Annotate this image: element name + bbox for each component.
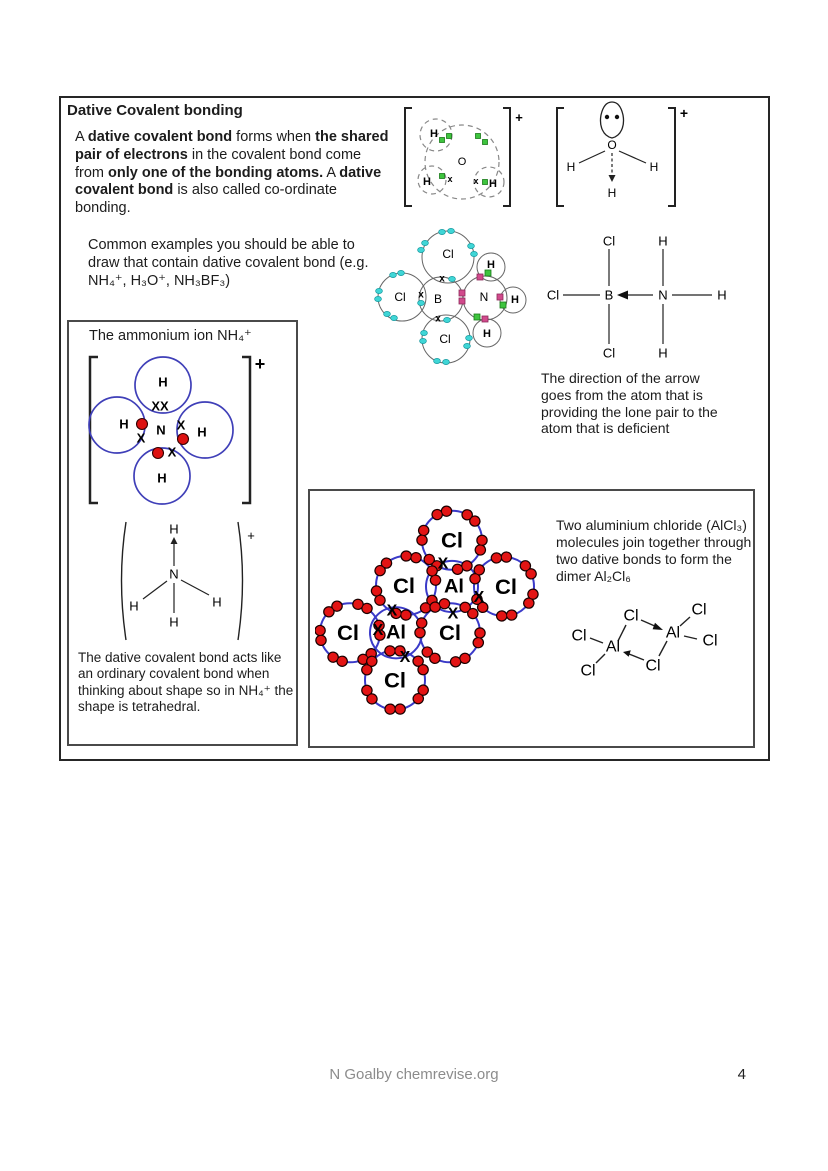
atom-label-o: O (457, 156, 467, 168)
dative-arrowhead (609, 175, 616, 182)
atom-label-h: H (423, 176, 431, 188)
electron-x-mark: x (435, 313, 441, 325)
atom-label-h: H (430, 128, 438, 140)
bracket-left (557, 108, 564, 206)
atom-label-h: H (489, 178, 497, 190)
atom-label-h: H (658, 233, 668, 249)
intro-text: A (75, 129, 88, 145)
atom-label-cl: Cl (442, 247, 454, 261)
ammonium-ion-box (67, 320, 298, 746)
atom-label-h: H (658, 345, 668, 361)
electron-x-mark: X (136, 430, 146, 446)
ammonium-caption: The dative covalent bond acts like an ordinary covalent bond when thinking about shape so in NH₄⁺ the shape is tetrahedral. (78, 650, 294, 715)
bcl3nh3-dot-cross-diagram (363, 218, 543, 376)
bond-lines (563, 249, 712, 344)
bond-lines (579, 151, 646, 175)
atom-label-n: N (658, 287, 668, 303)
bracket-right (668, 108, 675, 206)
atom-label-cl: Cl (645, 657, 661, 675)
electron-x-mark: X (176, 417, 186, 433)
svg-text:X: X (447, 605, 459, 623)
electron-x-mark: x (418, 289, 424, 301)
page-title: Dative Covalent bonding (67, 102, 243, 119)
h3o-dot-cross-diagram (398, 100, 528, 215)
atom-label-al: Al (385, 621, 407, 644)
atom-label-cl: Cl (495, 574, 517, 599)
atom-label-cl: Cl (439, 620, 461, 646)
atom-label-h: H (212, 594, 222, 610)
dative-arrowhead (623, 650, 631, 657)
dimer-description: Two aluminium chloride (AlCl₃) molecules join together through two dative bonds to form the dimer Al₂Cl₆ (556, 517, 752, 585)
al2cl6-dot-cross-diagram (315, 494, 555, 742)
atom-label-o: O (607, 138, 617, 152)
atom-label-cl: Cl (384, 667, 406, 693)
atom-label-n: N (169, 566, 179, 582)
atom-label-h: H (169, 614, 179, 630)
electron-x-mark: x (439, 273, 445, 285)
dative-arrowhead (617, 291, 628, 300)
atom-label-h: H (169, 521, 179, 537)
paren-right (238, 522, 243, 640)
page-number: 4 (737, 1066, 746, 1083)
atom-label-cl: Cl (702, 632, 718, 650)
atom-label-n: N (156, 422, 166, 438)
nh4-dot-cross-diagram (85, 350, 270, 512)
bracket-right (242, 357, 250, 503)
dative-pair-squares (459, 290, 465, 304)
al2cl6-structural-diagram (560, 598, 750, 703)
dative-pair-xx: XX (151, 398, 169, 414)
atom-label-h: H (158, 374, 168, 390)
atom-label-cl: Cl (439, 332, 451, 346)
charge-plus: + (254, 354, 266, 374)
atom-label-cl: Cl (441, 527, 463, 553)
dative-bonding-section (59, 96, 770, 761)
atom-label-b: B (433, 292, 443, 306)
atom-label-cl: Cl (546, 287, 560, 303)
atom-label-cl: Cl (602, 345, 616, 361)
atom-label-h: H (511, 294, 519, 306)
atom-label-al: Al (443, 575, 465, 598)
footer-credit: N Goalby chemrevise.org (329, 1066, 499, 1083)
dative-arrowhead (653, 623, 663, 630)
atom-label-h: H (483, 328, 491, 340)
atom-label-h: H (487, 259, 495, 271)
ammonium-box-title: The ammonium ion NH₄⁺ (89, 328, 252, 344)
electron-x-mark: x (473, 176, 479, 186)
atom-label-cl: Cl (602, 233, 616, 249)
charge-plus: + (247, 528, 255, 543)
atom-label-cl: Cl (393, 573, 415, 598)
dative-arrowhead (171, 537, 178, 544)
aluminium-chloride-dimer-box (308, 489, 755, 748)
electron-x-mark: X (167, 444, 177, 460)
electron-x-mark: x (447, 174, 453, 184)
atom-label-h: H (197, 424, 207, 440)
atom-label-al: Al (665, 624, 681, 642)
atom-label-cl: Cl (691, 601, 707, 619)
svg-text:X: X (473, 588, 485, 606)
bracket-left (90, 357, 98, 503)
svg-text:X: X (437, 555, 449, 573)
atom-label-cl: Cl (571, 627, 587, 645)
h3o-structural-diagram (548, 98, 693, 216)
charge-plus: + (515, 110, 523, 125)
charge-plus: + (679, 105, 689, 121)
intro-paragraph: A dative covalent bond forms when the shared pair of electrons in the covalent bond come from only one of the bonding atoms. A dative covalent bond is also called co-ordinate bonding. (75, 129, 389, 217)
svg-text:X: X (399, 648, 411, 666)
atom-label-cl: Cl (394, 290, 406, 304)
nh4-structural-diagram (110, 514, 260, 648)
atom-label-h: H (119, 416, 129, 432)
svg-text:X: X (386, 602, 398, 620)
svg-text:X: X (372, 622, 384, 640)
atom-label-h: H (566, 160, 576, 174)
atom-label-h: H (717, 287, 727, 303)
bracket-left (405, 108, 412, 206)
atom-label-b: B (604, 287, 614, 303)
atom-label-cl: Cl (337, 620, 359, 646)
paren-left (122, 522, 127, 640)
lone-pair-lobe (600, 102, 623, 138)
atom-label-al: Al (605, 638, 621, 656)
atom-label-cl: Cl (580, 662, 596, 680)
atom-label-n: N (479, 290, 489, 304)
atom-label-h: H (649, 160, 659, 174)
examples-paragraph: Common examples you should be able to draw that contain dative covalent bond (e.g. NH₄⁺, H₃O⁺, NH₃BF₃) (88, 237, 369, 290)
arrow-direction-note: The direction of the arrow goes from the atom that is providing the lone pair to the atom that is deficient (541, 370, 718, 437)
atom-label-h: H (129, 598, 139, 614)
bracket-right (503, 108, 510, 206)
atom-label-h: H (607, 186, 617, 200)
bcl3nh3-structural-diagram (538, 226, 743, 366)
atom-label-cl: Cl (623, 607, 639, 625)
atom-label-h: H (157, 470, 167, 486)
